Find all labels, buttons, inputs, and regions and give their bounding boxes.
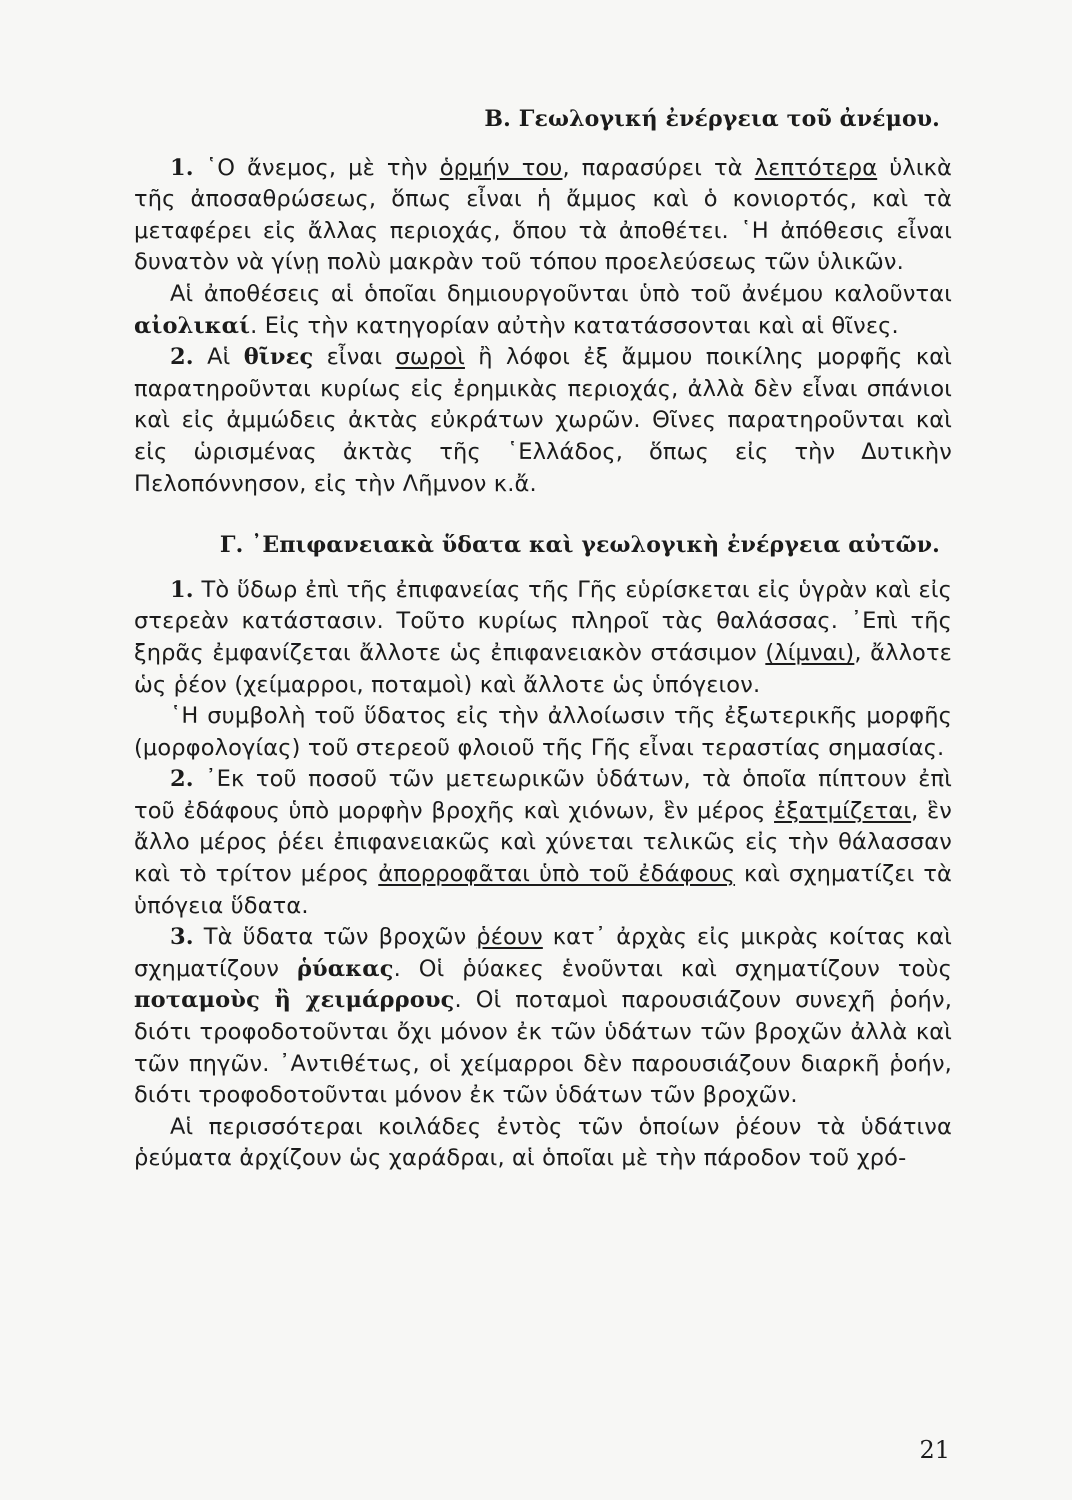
bold-term: θῖνες bbox=[243, 344, 314, 371]
paragraph-number: 1. bbox=[170, 154, 194, 181]
text-run: εἶναι bbox=[313, 344, 396, 371]
section-c-heading: Γ. ᾿Επιφανειακὰ ὕδατα καὶ γεωλογικὴ ἐνέργεια αὐτῶν. bbox=[219, 532, 940, 559]
page-content bbox=[134, 104, 952, 1175]
paragraph-c3 bbox=[134, 764, 952, 922]
text-run: κατ᾿ ἀρχὰς εἰς μικρὰς κοίτας καὶ σχηματίζουν bbox=[134, 924, 952, 982]
text-run: καὶ σχηματίζει τὰ ὑπόγεια ὕδατα. bbox=[134, 861, 953, 919]
text-run: , ἓν ἄλλο μέρος ῥέει ἐπιφανειακῶς καὶ χύνεται τελικῶς εἰς τὴν θάλασσαν καὶ τὸ τρίτον μέρος bbox=[134, 797, 952, 888]
paragraph-number: 2. bbox=[170, 766, 194, 793]
text-run: Αἱ ἀποθέσεις αἱ ὁποῖαι δημιουργοῦνται ὑπὸ τοῦ ἀνέμου καλοῦνται bbox=[170, 280, 952, 307]
paragraph-b2 bbox=[134, 279, 952, 342]
bold-term: ῥύακας bbox=[296, 955, 394, 982]
underlined-text: ἀπορροφᾶται ὑπὸ τοῦ ἐδάφους bbox=[378, 861, 736, 888]
text-run: . Οἱ ῥύακες ἑνοῦνται καὶ σχηματίζουν τοὺς bbox=[393, 955, 953, 982]
paragraph-c1 bbox=[134, 575, 952, 701]
bold-term: ποταμοὺς ἢ χειμάρρους bbox=[134, 987, 455, 1014]
page-number: 21 bbox=[919, 1436, 950, 1464]
paragraph-number: 1. bbox=[170, 576, 194, 603]
paragraph-b1 bbox=[134, 153, 952, 279]
text-run: . Οἱ ποταμοὶ παρουσιάζουν συνεχῆ ῥοήν, διότι τροφοδοτοῦνται ὄχι μόνον ἐκ τῶν ὑδάτων τῶν βροχῶν ἀλλὰ καὶ τῶν πηγῶν. ᾿Αντιθέτως, οἱ χείμαρροι δὲν παρουσιάζουν διαρκῆ ῥοήν, διότι τροφοδοτοῦνται μόνον ἐκ τῶν ὑδάτων τῶν βροχῶν. bbox=[134, 987, 952, 1109]
underlined-text: ῥέουν bbox=[476, 924, 543, 951]
paragraph-number: 2. bbox=[170, 344, 194, 371]
paragraph-number: 3. bbox=[170, 924, 194, 951]
text-run: . Εἰς τὴν κατηγορίαν αὐτὴν κατατάσσονται καὶ αἱ θῖνες. bbox=[250, 312, 899, 339]
underlined-text: ὁρμήν του bbox=[439, 154, 563, 181]
paragraph-c4 bbox=[134, 922, 952, 1112]
section-b-heading: Β. Γεωλογική ἐνέργεια τοῦ ἀνέμου. bbox=[484, 106, 940, 132]
underlined-text: ἐξατμίζεται bbox=[774, 797, 912, 824]
text-run: ῾Ο ἄνεμος, μὲ τὴν bbox=[193, 154, 440, 181]
paragraph-b3 bbox=[134, 342, 952, 500]
text-run: ᾿Εκ τοῦ ποσοῦ τῶν μετεωρικῶν ὑδάτων, τὰ ὁποῖα πίπτουν ἐπὶ τοῦ ἐδάφους ὑπὸ μορφὴν βροχῆς καὶ χιόνων, ἓν μέρος bbox=[134, 766, 952, 824]
underlined-text: σωροὶ bbox=[395, 344, 465, 371]
paragraph-c2 bbox=[134, 701, 952, 764]
bold-term: αἰολικαί bbox=[134, 312, 251, 339]
text-run: Αἱ περισσότεραι κοιλάδες ἐντὸς τῶν ὁποίων ῥέουν τὰ ὑδάτινα ῥεύματα ἀρχίζουν ὡς χαράδραι, αἱ ὁποῖαι μὲ τὴν πάροδον τοῦ χρό- bbox=[134, 1113, 952, 1172]
underlined-text: (λίμναι) bbox=[765, 639, 855, 666]
paragraph-c5 bbox=[134, 1112, 952, 1175]
text-run: ἢ λόφοι ἐξ ἄμμου ποικίλης μορφῆς καὶ παρατηροῦνται κυρίως εἰς ἐρημικὰς περιοχάς, ἀλλὰ δὲν εἶναι σπάνιοι καὶ εἰς ἀμμώδεις ἀκτὰς εὐκράτων χωρῶν. Θῖνες παρατηροῦνται καὶ εἰς ὡρισμένας ἀκτὰς τῆς ῾Ελλάδος, ὅπως εἰς τὴν Δυτικὴν Πελοπόννησον, εἰς τὴν Λῆμνον κ.ἄ. bbox=[134, 344, 952, 497]
text-run: ὑλικὰ τῆς ἀποσαθρώσεως, ὅπως εἶναι ἡ ἄμμος καὶ ὁ κονιορτός, καὶ τὰ μεταφέρει εἰς ἄλλας περιοχάς, ὅπου τὰ ἀποθέτει. ῾Η ἀπόθεσις εἶναι δυνατὸν νὰ γίνῃ πολὺ μακρὰν τοῦ τόπου προελεύσεως τῶν ὑλικῶν. bbox=[134, 154, 952, 276]
text-run: , ἄλλοτε ὡς ῥέον (χείμαρροι, ποταμοὶ) καὶ ἄλλοτε ὡς ὑπόγειον. bbox=[134, 639, 952, 698]
text-run: , παρασύρει τὰ bbox=[562, 154, 755, 181]
text-run: Τὸ ὕδωρ ἐπὶ τῆς ἐπιφανείας τῆς Γῆς εὑρίσκεται εἰς ὑγρὰν καὶ εἰς στερεὰν κατάστασιν. Τοῦτο κυρίως πληροῖ τὰς θαλάσσας. ᾿Επὶ τῆς ξηρᾶς ἐμφανίζεται ἄλλοτε ὡς ἐπιφανειακὸν στάσιμον bbox=[134, 576, 952, 666]
underlined-text: λεπτότερα bbox=[754, 154, 878, 181]
text-run: ῾Η συμβολὴ τοῦ ὕδατος εἰς τὴν ἀλλοίωσιν τῆς ἐξωτερικῆς μορφῆς (μορφολογίας) τοῦ στερεοῦ φλοιοῦ τῆς Γῆς εἶναι τεραστίας σημασίας. bbox=[134, 703, 952, 761]
text-run: Αἱ bbox=[193, 344, 244, 371]
text-run: Τὰ ὕδατα τῶν βροχῶν bbox=[193, 924, 477, 951]
